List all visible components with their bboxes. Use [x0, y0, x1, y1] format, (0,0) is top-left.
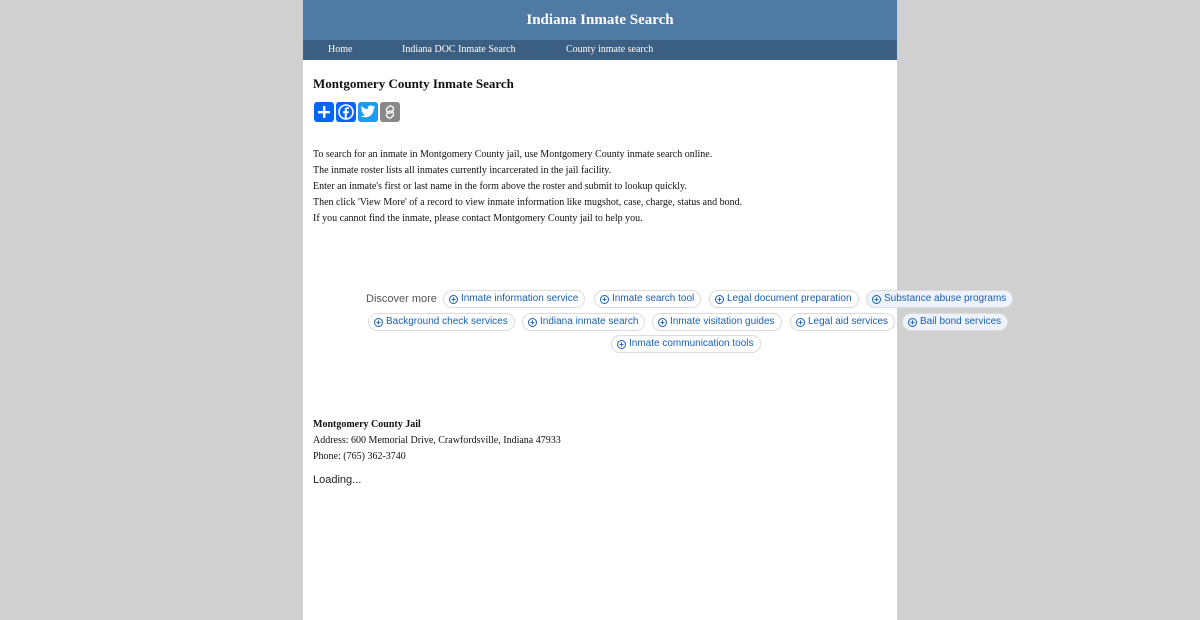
chip-inmate-communication-tools[interactable]: + Inmate communication tools: [611, 335, 761, 353]
chip-substance-abuse-programs[interactable]: + Substance abuse programs: [866, 290, 1013, 308]
chip-legal-aid-services[interactable]: + Legal aid services: [790, 313, 895, 331]
nav-home[interactable]: Home: [328, 44, 353, 55]
jail-name: Montgomery County Jail: [313, 419, 421, 430]
plus-circle-icon: +: [715, 295, 724, 304]
add-share-button[interactable]: [314, 102, 334, 122]
chip-inmate-visitation-guides[interactable]: + Inmate visitation guides: [652, 313, 782, 331]
copy-link-button[interactable]: [380, 102, 400, 122]
main-nav: [303, 40, 897, 60]
plus-circle-icon: +: [528, 318, 537, 327]
intro-line: If you cannot find the inmate, please contact Montgomery County jail to help you.: [313, 213, 643, 224]
chip-bail-bond-services[interactable]: + Bail bond services: [902, 313, 1008, 331]
discover-more-label: Discover more: [366, 293, 437, 305]
page-container: [303, 0, 1007, 620]
intro-line: The inmate roster lists all inmates currently incarcerated in the jail facility.: [313, 165, 612, 176]
jail-info: [313, 417, 561, 465]
plus-circle-icon: +: [374, 318, 383, 327]
intro-line: Then click 'View More' of a record to view inmate information like mugshot, case, charge, status and bond.: [313, 197, 743, 208]
site-header: [303, 0, 897, 40]
copy-link-icon: [383, 105, 397, 119]
page-title: Montgomery County Inmate Search: [313, 76, 514, 91]
plus-circle-icon: +: [872, 295, 881, 304]
nav-indiana-doc-search[interactable]: Indiana DOC Inmate Search: [402, 44, 516, 55]
plus-circle-icon: +: [449, 295, 458, 304]
plus-circle-icon: +: [796, 318, 805, 327]
intro-line: To search for an inmate in Montgomery County jail, use Montgomery County inmate search online.: [313, 149, 713, 160]
loading-indicator: Loading...: [313, 474, 362, 486]
twitter-icon: [360, 105, 376, 119]
chip-background-check-services[interactable]: + Background check services: [368, 313, 515, 331]
plus-circle-icon: +: [600, 295, 609, 304]
share-buttons: [314, 102, 400, 122]
jail-address: Address: 600 Memorial Drive, Crawfordsville, Indiana 47933: [313, 435, 561, 446]
twitter-share-button[interactable]: [358, 102, 378, 122]
add-share-icon: [317, 105, 331, 119]
site-title[interactable]: Indiana Inmate Search: [526, 12, 674, 28]
chip-indiana-inmate-search[interactable]: + Indiana inmate search: [522, 313, 645, 331]
nav-county-inmate-search[interactable]: County inmate search: [566, 44, 654, 55]
chip-inmate-information-service[interactable]: + Inmate information service: [443, 290, 585, 308]
plus-circle-icon: +: [617, 340, 626, 349]
facebook-share-button[interactable]: [336, 102, 356, 122]
intro-line: Enter an inmate's first or last name in the form above the roster and submit to lookup quickly.: [313, 181, 687, 192]
plus-circle-icon: +: [908, 318, 917, 327]
jail-phone: Phone: (765) 362-3740: [313, 451, 406, 462]
plus-circle-icon: +: [658, 318, 667, 327]
facebook-icon: [338, 104, 354, 120]
intro-text: [313, 147, 742, 227]
chip-legal-document-preparation[interactable]: + Legal document preparation: [709, 290, 859, 308]
chip-inmate-search-tool[interactable]: + Inmate search tool: [594, 290, 701, 308]
